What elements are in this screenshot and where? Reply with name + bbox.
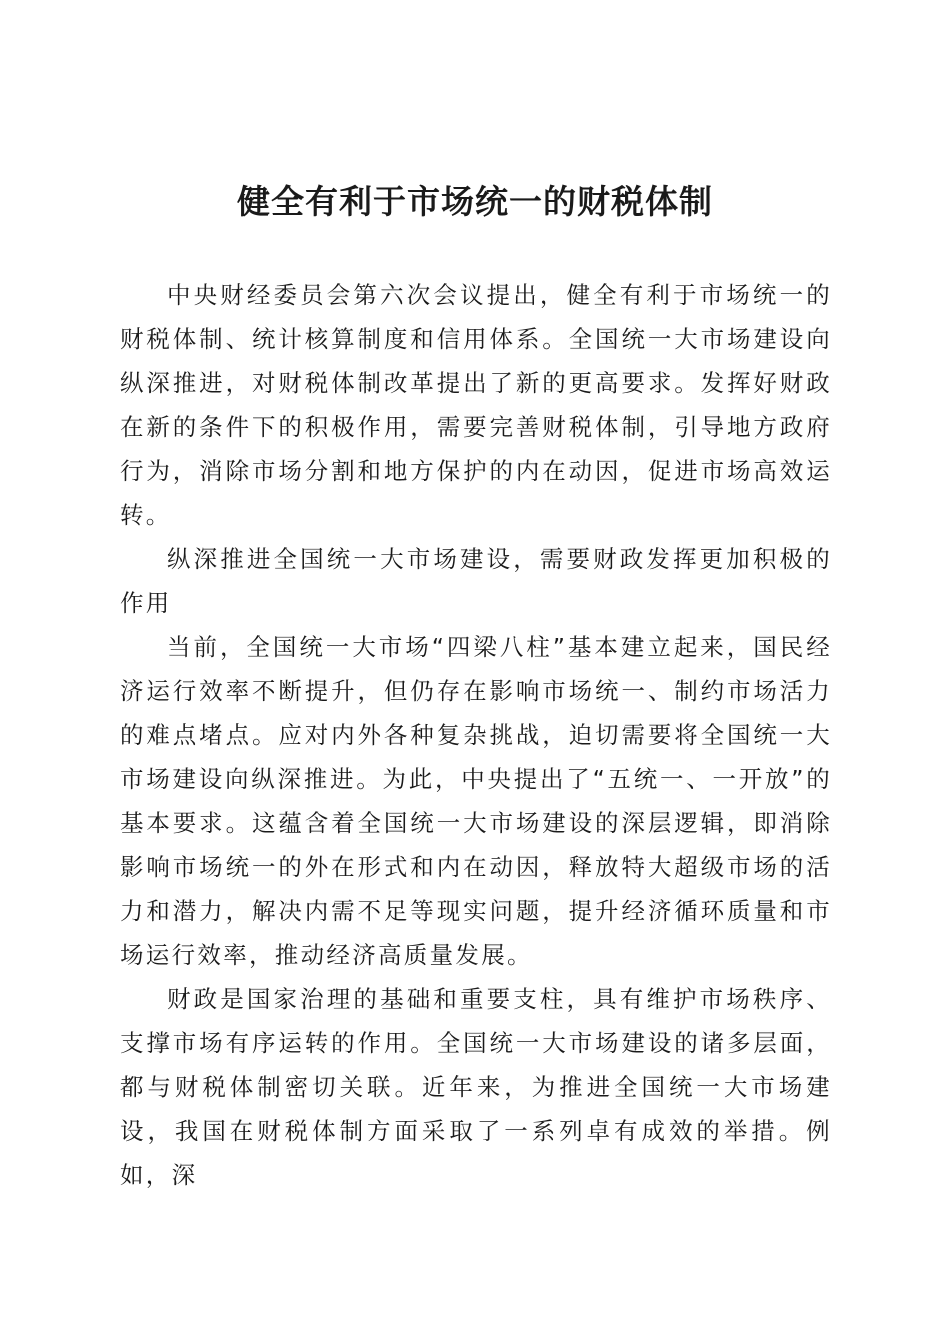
paragraph-fiscal-role: 财政是国家治理的基础和重要支柱，具有维护市场秩序、支撑市场有序运转的作用。全国统一大市场建设的诸多层面，都与财税体制密切关联。近年来，为推进全国统一大市场建设，我国在财税体制方面采取了一系列卓有成效的举措。例如，深 — [120, 985, 832, 1189]
document-title: 健全有利于市场统一的财税体制 — [237, 182, 713, 221]
document-body — [120, 273, 832, 1197]
paragraph-intro: 中央财经委员会第六次会议提出，健全有利于市场统一的财税体制、统计核算制度和信用体系。全国统一大市场建设向纵深推进，对财税体制改革提出了新的更高要求。发挥好财政在新的条件下的积极作用，需要完善财税体制，引导地方政府行为，消除市场分割和地方保护的内在动因，促进市场高效运转。 — [120, 281, 832, 529]
paragraph-current-situation: 当前，全国统一大市场“四梁八柱”基本建立起来，国民经济运行效率不断提升，但仍存在影响市场统一、制约市场活力的难点堵点。应对内外各种复杂挑战，迫切需要将全国统一大市场建设向纵深推进。为此，中央提出了“五统一、一开放”的基本要求。这蕴含着全国统一大市场建设的深层逻辑，即消除影响市场统一的外在形式和内在动因，释放特大超级市场的活力和潜力，解决内需不足等现实问题，提升经济循环质量和市场运行效率，推动经济高质量发展。 — [120, 633, 832, 969]
paragraph-section-heading: 纵深推进全国统一大市场建设，需要财政发挥更加积极的作用 — [120, 545, 832, 617]
